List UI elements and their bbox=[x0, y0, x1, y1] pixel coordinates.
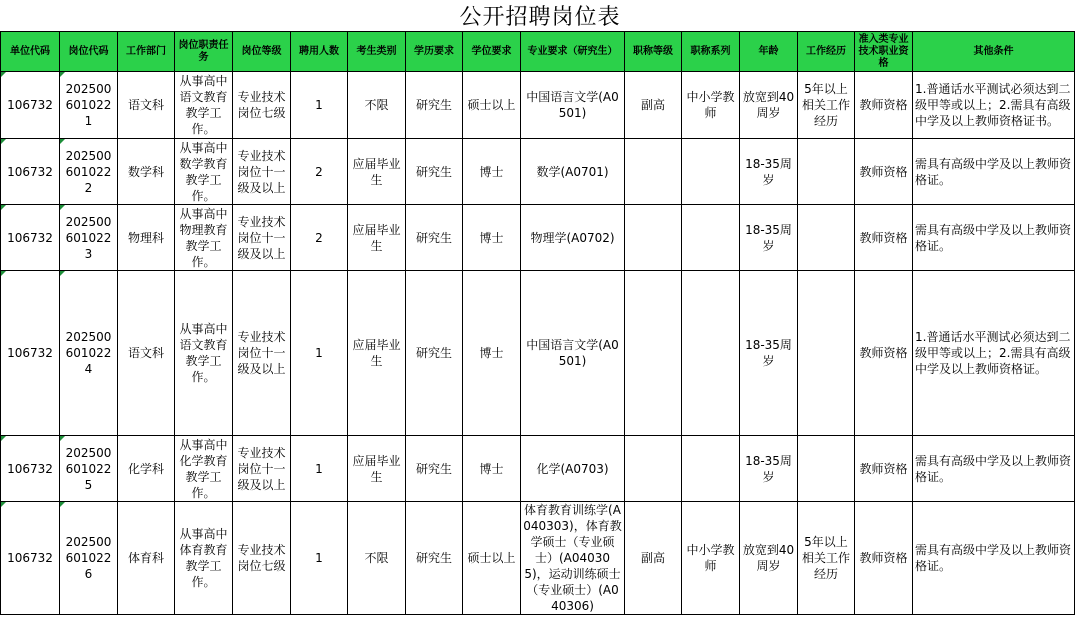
cell-department[interactable]: 语文科 bbox=[118, 271, 175, 436]
cell-num[interactable]: 2 bbox=[291, 205, 348, 271]
cell-candidate[interactable]: 应届毕业生 bbox=[348, 205, 406, 271]
cell-qualification[interactable]: 教师资格 bbox=[855, 72, 913, 139]
col-header-post-code[interactable]: 岗位代码 bbox=[60, 32, 118, 72]
cell-post-code[interactable]: 2025006010226 bbox=[60, 502, 118, 615]
cell-title-level[interactable] bbox=[625, 436, 682, 502]
col-header-degree[interactable]: 学位要求 bbox=[463, 32, 521, 72]
cell-unit-code[interactable]: 106732 bbox=[1, 205, 60, 271]
col-header-candidate[interactable]: 考生类别 bbox=[348, 32, 406, 72]
cell-title-series[interactable]: 中小学教师 bbox=[682, 72, 740, 139]
cell-unit-code[interactable]: 106732 bbox=[1, 271, 60, 436]
cell-duty[interactable]: 从事高中体育教育教学工作。 bbox=[175, 502, 233, 615]
cell-experience[interactable]: 5年以上相关工作经历 bbox=[798, 72, 855, 139]
cell-unit-code[interactable]: 106732 bbox=[1, 72, 60, 139]
cell-duty[interactable]: 从事高中数学教育教学工作。 bbox=[175, 139, 233, 205]
cell-department[interactable]: 体育科 bbox=[118, 502, 175, 615]
col-header-experience[interactable]: 工作经历 bbox=[798, 32, 855, 72]
cell-candidate[interactable]: 应届毕业生 bbox=[348, 436, 406, 502]
cell-qualification[interactable]: 教师资格 bbox=[855, 139, 913, 205]
cell-department[interactable]: 语文科 bbox=[118, 72, 175, 139]
cell-candidate[interactable]: 应届毕业生 bbox=[348, 139, 406, 205]
cell-unit-code[interactable]: 106732 bbox=[1, 436, 60, 502]
cell-title-series[interactable]: 中小学教师 bbox=[682, 502, 740, 615]
col-header-department[interactable]: 工作部门 bbox=[118, 32, 175, 72]
cell-num[interactable]: 2 bbox=[291, 139, 348, 205]
cell-other[interactable]: 1.普通话水平测试必须达到二级甲等或以上；2.需具有高级中学及以上教师资格证。 bbox=[913, 271, 1075, 436]
cell-num[interactable]: 1 bbox=[291, 271, 348, 436]
cell-degree[interactable]: 博士 bbox=[463, 205, 521, 271]
table-row bbox=[1, 72, 1075, 139]
col-header-num[interactable]: 聘用人数 bbox=[291, 32, 348, 72]
cell-title-level[interactable] bbox=[625, 139, 682, 205]
cell-education[interactable]: 研究生 bbox=[406, 72, 463, 139]
cell-post-code[interactable]: 2025006010223 bbox=[60, 205, 118, 271]
recruitment-table bbox=[0, 31, 1075, 615]
cell-unit-code[interactable]: 106732 bbox=[1, 139, 60, 205]
cell-other[interactable]: 需具有高级中学及以上教师资格证。 bbox=[913, 205, 1075, 271]
cell-other[interactable]: 需具有高级中学及以上教师资格证。 bbox=[913, 436, 1075, 502]
cell-post-code[interactable]: 2025006010221 bbox=[60, 72, 118, 139]
col-header-age[interactable]: 年龄 bbox=[740, 32, 798, 72]
cell-experience[interactable] bbox=[798, 436, 855, 502]
cell-title-level[interactable]: 副高 bbox=[625, 72, 682, 139]
cell-title-level[interactable] bbox=[625, 205, 682, 271]
cell-major[interactable]: 物理学(A0702) bbox=[521, 205, 625, 271]
cell-degree[interactable]: 博士 bbox=[463, 436, 521, 502]
cell-experience[interactable] bbox=[798, 205, 855, 271]
table-row bbox=[1, 436, 1075, 502]
cell-grade[interactable]: 专业技术岗位十一级及以上 bbox=[233, 436, 291, 502]
cell-other[interactable]: 需具有高级中学及以上教师资格证。 bbox=[913, 502, 1075, 615]
cell-qualification[interactable]: 教师资格 bbox=[855, 271, 913, 436]
cell-major[interactable]: 中国语言文学(A0501) bbox=[521, 271, 625, 436]
cell-grade[interactable]: 专业技术岗位七级 bbox=[233, 72, 291, 139]
cell-education[interactable]: 研究生 bbox=[406, 271, 463, 436]
cell-post-code[interactable]: 2025006010224 bbox=[60, 271, 118, 436]
cell-title-series[interactable] bbox=[682, 271, 740, 436]
cell-grade[interactable]: 专业技术岗位十一级及以上 bbox=[233, 271, 291, 436]
page-title: 公开招聘岗位表 bbox=[459, 5, 621, 30]
cell-education[interactable]: 研究生 bbox=[406, 205, 463, 271]
cell-experience[interactable]: 5年以上相关工作经历 bbox=[798, 502, 855, 615]
cell-duty[interactable]: 从事高中化学教育教学工作。 bbox=[175, 436, 233, 502]
cell-candidate[interactable]: 应届毕业生 bbox=[348, 271, 406, 436]
col-header-title-level[interactable]: 职称等级 bbox=[625, 32, 682, 72]
cell-age[interactable]: 18-35周岁 bbox=[740, 436, 798, 502]
cell-education[interactable]: 研究生 bbox=[406, 436, 463, 502]
cell-department[interactable]: 化学科 bbox=[118, 436, 175, 502]
cell-degree[interactable]: 硕士以上 bbox=[463, 502, 521, 615]
col-header-education[interactable]: 学历要求 bbox=[406, 32, 463, 72]
cell-unit-code[interactable]: 106732 bbox=[1, 502, 60, 615]
cell-candidate[interactable]: 不限 bbox=[348, 502, 406, 615]
cell-qualification[interactable]: 教师资格 bbox=[855, 436, 913, 502]
cell-candidate[interactable]: 不限 bbox=[348, 72, 406, 139]
cell-department[interactable]: 数学科 bbox=[118, 139, 175, 205]
cell-grade[interactable]: 专业技术岗位十一级及以上 bbox=[233, 205, 291, 271]
cell-title-level[interactable]: 副高 bbox=[625, 502, 682, 615]
col-header-unit-code[interactable]: 单位代码 bbox=[1, 32, 60, 72]
cell-num[interactable]: 1 bbox=[291, 502, 348, 615]
cell-post-code[interactable]: 2025006010225 bbox=[60, 436, 118, 502]
cell-degree[interactable]: 博士 bbox=[463, 139, 521, 205]
cell-experience[interactable] bbox=[798, 139, 855, 205]
cell-num[interactable]: 1 bbox=[291, 72, 348, 139]
table-row bbox=[1, 502, 1075, 615]
col-header-qualification[interactable]: 准入类专业技术职业资格 bbox=[855, 32, 913, 72]
cell-education[interactable]: 研究生 bbox=[406, 139, 463, 205]
cell-title-level[interactable] bbox=[625, 271, 682, 436]
cell-experience[interactable] bbox=[798, 271, 855, 436]
cell-age[interactable]: 放宽到40周岁 bbox=[740, 72, 798, 139]
cell-duty[interactable]: 从事高中语文教育教学工作。 bbox=[175, 271, 233, 436]
cell-degree[interactable]: 硕士以上 bbox=[463, 72, 521, 139]
cell-major[interactable]: 数学(A0701) bbox=[521, 139, 625, 205]
cell-major[interactable]: 化学(A0703) bbox=[521, 436, 625, 502]
cell-age[interactable]: 18-35周岁 bbox=[740, 139, 798, 205]
cell-title-series[interactable] bbox=[682, 436, 740, 502]
cell-other[interactable]: 需具有高级中学及以上教师资格证。 bbox=[913, 139, 1075, 205]
cell-degree[interactable]: 博士 bbox=[463, 271, 521, 436]
cell-major[interactable]: 体育教育训练学(A040303)，体育教学硕士（专业硕士）(A040305)，运动训练硕士（专业硕士）(A040306) bbox=[521, 502, 625, 615]
header-row bbox=[1, 32, 1075, 72]
cell-duty[interactable]: 从事高中语文教育教学工作。 bbox=[175, 72, 233, 139]
col-header-duty[interactable]: 岗位职责任务 bbox=[175, 32, 233, 72]
col-header-grade[interactable]: 岗位等级 bbox=[233, 32, 291, 72]
cell-grade[interactable]: 专业技术岗位十一级及以上 bbox=[233, 139, 291, 205]
cell-qualification[interactable]: 教师资格 bbox=[855, 502, 913, 615]
cell-num[interactable]: 1 bbox=[291, 436, 348, 502]
cell-other[interactable]: 1.普通话水平测试必须达到二级甲等或以上；2.需具有高级中学及以上教师资格证书。 bbox=[913, 72, 1075, 139]
cell-education[interactable]: 研究生 bbox=[406, 502, 463, 615]
cell-qualification[interactable]: 教师资格 bbox=[855, 205, 913, 271]
cell-age[interactable]: 18-35周岁 bbox=[740, 205, 798, 271]
cell-grade[interactable]: 专业技术岗位七级 bbox=[233, 502, 291, 615]
table-row bbox=[1, 139, 1075, 205]
cell-department[interactable]: 物理科 bbox=[118, 205, 175, 271]
col-header-major[interactable]: 专业要求（研究生） bbox=[521, 32, 625, 72]
cell-duty[interactable]: 从事高中物理教育教学工作。 bbox=[175, 205, 233, 271]
cell-title-series[interactable] bbox=[682, 205, 740, 271]
table-row bbox=[1, 205, 1075, 271]
cell-post-code[interactable]: 2025006010222 bbox=[60, 139, 118, 205]
table-row bbox=[1, 271, 1075, 436]
cell-age[interactable]: 放宽到40周岁 bbox=[740, 502, 798, 615]
col-header-other[interactable]: 其他条件 bbox=[913, 32, 1075, 72]
col-header-title-series[interactable]: 职称系列 bbox=[682, 32, 740, 72]
cell-age[interactable]: 18-35周岁 bbox=[740, 271, 798, 436]
cell-title-series[interactable] bbox=[682, 139, 740, 205]
cell-major[interactable]: 中国语言文学(A0501) bbox=[521, 72, 625, 139]
